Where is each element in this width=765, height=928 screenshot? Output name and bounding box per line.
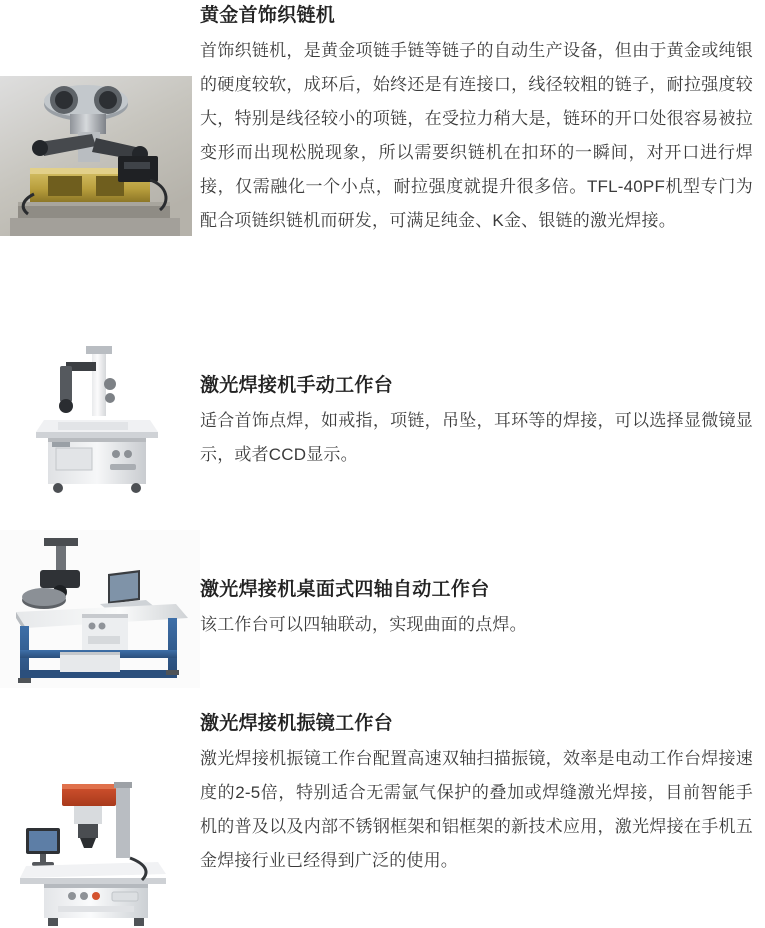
product-image-container — [0, 0, 200, 236]
product-image-container — [0, 336, 200, 496]
product-photo-gold-chain-machine — [0, 76, 192, 236]
product-photo-galvo-worktable — [0, 768, 200, 928]
product-section-galvo-worktable — [0, 710, 765, 928]
product-text-container — [200, 530, 765, 642]
product-text-container — [200, 0, 765, 238]
product-photo-manual-worktable — [0, 336, 200, 496]
section-title: 激光焊接机桌面式四轴自动工作台 — [200, 579, 490, 600]
section-body: 适合首饰点焊，如戒指，项链，吊坠，耳环等的焊接，可以选择显微镜显示，或者CCD显示。 — [200, 411, 753, 464]
product-text-container — [200, 710, 765, 878]
section-title: 黄金首饰织链机 — [200, 5, 336, 26]
section-body: 该工作台可以四轴联动，实现曲面的点焊。 — [200, 615, 527, 634]
section-body: 首饰织链机，是黄金项链手链等链子的自动生产设备，但由于黄金或纯银的硬度较软，成环后，始终还是有连接口，线径较粗的链子，耐拉强度较大，特别是线径较小的项链，在受拉力稍大是，链环的开口处很容易被拉变形而出现松脱现象，所以需要织链机在扣环的一瞬间，对开口进行焊接，仅需融化一个小点，耐拉强度就提升很多倍。TFL-40PF机型专门为配合项链织链机而研发，可满足纯金、K金、银链的激光焊接。 — [200, 41, 753, 230]
product-image-container — [0, 710, 200, 928]
product-text-container — [200, 336, 765, 472]
product-section-manual-worktable — [0, 336, 765, 496]
product-photo-four-axis-worktable — [0, 530, 200, 688]
product-section-gold-chain-machine — [0, 0, 765, 238]
product-section-four-axis-worktable — [0, 530, 765, 688]
section-title: 激光焊接机手动工作台 — [200, 375, 394, 396]
product-image-container — [0, 530, 200, 688]
section-title: 激光焊接机振镜工作台 — [200, 713, 394, 734]
section-body: 激光焊接机振镜工作台配置高速双轴扫描振镜，效率是电动工作台焊接速度的2-5倍，特别适合无需氩气保护的叠加或焊缝激光焊接，目前智能手机的普及以及内部不锈钢框架和铝框架的新技术应用，激光焊接在手机五金焊接行业已经得到广泛的使用。 — [200, 749, 753, 870]
